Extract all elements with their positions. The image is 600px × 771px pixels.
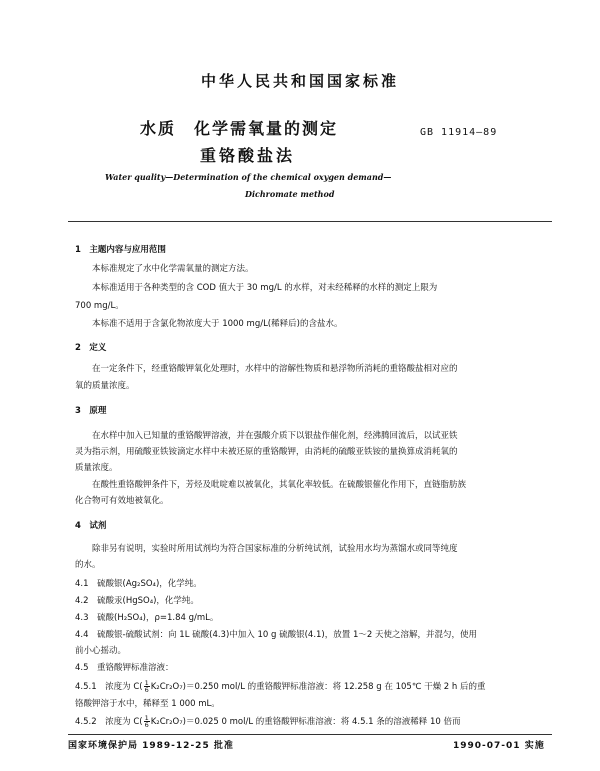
item-4-5-2-prefix: 4.5.2 浓度为 C( [75, 717, 143, 727]
fraction-numerator-2: 1 [144, 714, 149, 722]
item-4-4b: 前小心摇动。 [75, 646, 127, 656]
header-divider [68, 221, 552, 222]
doc-title-line1: 水质 化学需氧量的测定 [140, 119, 339, 138]
section-1-heading: 1 主题内容与应用范围 [75, 245, 166, 255]
section-3-para-1c: 质量浓度。 [75, 463, 118, 473]
section-4-heading: 4 试剂 [75, 521, 107, 531]
fraction-one-sixth-2 [144, 715, 150, 728]
item-4-5-1b: 铬酸钾溶于水中，稀释至 1 000 mL。 [75, 699, 220, 709]
section-3-para-2b: 化合物可有效地被氧化。 [75, 496, 169, 506]
section-3-para-1b: 灵为指示剂，用硫酸亚铁铵滴定水样中未被还原的重铬酸钾，由消耗的硫酸亚铁铵的量换算成消耗氧的 [75, 447, 458, 457]
doc-title-line2: 重铬酸盐法 [200, 146, 296, 165]
english-title-line1: Water quality—Determination of the chemical oxygen demand— [105, 172, 392, 182]
section-1-para-2a: 本标准适用于各种类型的含 COD 值大于 30 mg/L 的水样，对未经稀释的水样的测定上限为 [92, 283, 438, 293]
fraction-one-sixth [144, 680, 150, 693]
section-3-heading: 3 原理 [75, 406, 107, 416]
section-1-para-2b: 700 mg/L。 [75, 301, 124, 311]
implementation-date: 1990-07-01 实施 [453, 741, 545, 751]
approval-line: 国家环境保护局 1989-12-25 批准 [68, 741, 234, 751]
section-2-heading: 2 定义 [75, 343, 107, 353]
english-title-line2: Dichromate method [245, 189, 335, 199]
footer-divider [68, 734, 552, 735]
org-title: 中华人民共和国国家标准 [200, 72, 399, 90]
item-4-5-2-suffix: K₂Cr₂O₇)＝0.025 0 mol/L 的重铬酸钾标准溶液：将 4.5.1 条的溶液稀释 10 倍而 [150, 717, 461, 727]
section-3-para-2a: 在酸性重铬酸钾条件下，芳烃及吡啶难以被氧化，其氧化率较低。在硫酸银催化作用下，直链脂肪族 [92, 480, 467, 490]
section-1-para-1: 本标准规定了水中化学需氧量的测定方法。 [92, 264, 254, 274]
item-4-4a: 4.4 硫酸银-硫酸试剂：向 1L 硫酸(4.3)中加入 10 g 硫酸银(4.1)，放置 1～2 天使之溶解，并混匀，使用 [75, 630, 477, 640]
fraction-denominator: 6 [144, 686, 149, 694]
section-1-para-3: 本标准不适用于含氯化物浓度大于 1000 mg/L(稀释后)的含盐水。 [92, 319, 343, 329]
item-4-5-1-prefix: 4.5.1 浓度为 C( [75, 682, 143, 692]
item-4-5-2 [75, 715, 553, 728]
section-4-para-1a: 除非另有说明，实验时所用试剂均为符合国家标准的分析纯试剂，试验用水均为蒸馏水或同等纯度 [92, 544, 458, 554]
section-3-para-1a: 在水样中加入已知量的重铬酸钾溶液，并在强酸介质下以银盐作催化剂，经沸腾回流后，以试亚铁 [92, 431, 458, 441]
fraction-numerator: 1 [144, 679, 149, 687]
item-4-5-1 [75, 680, 553, 693]
fraction-denominator-2: 6 [144, 721, 149, 729]
item-4-3: 4.3 硫酸(H₂SO₄)，ρ=1.84 g/mL。 [75, 613, 219, 623]
item-4-2: 4.2 硫酸汞(HgSO₄)，化学纯。 [75, 596, 199, 606]
item-4-5-1-suffix: K₂Cr₂O₇)＝0.250 mol/L 的重铬酸钾标准溶液：将 12.258 g 在 105℃ 干燥 2 h 后的重 [150, 682, 486, 692]
item-4-5: 4.5 重铬酸钾标准溶液： [75, 663, 174, 673]
section-2-para-1b: 氧的质量浓度。 [75, 381, 135, 391]
standard-number: GB 11914—89 [420, 127, 498, 138]
section-2-para-1a: 在一定条件下，经重铬酸钾氧化处理时，水样中的溶解性物质和悬浮物所消耗的重铬酸盐相对应的 [92, 364, 458, 374]
section-4-para-1b: 的水。 [75, 560, 101, 570]
item-4-1: 4.1 硫酸银(Ag₂SO₄)，化学纯。 [75, 579, 202, 589]
